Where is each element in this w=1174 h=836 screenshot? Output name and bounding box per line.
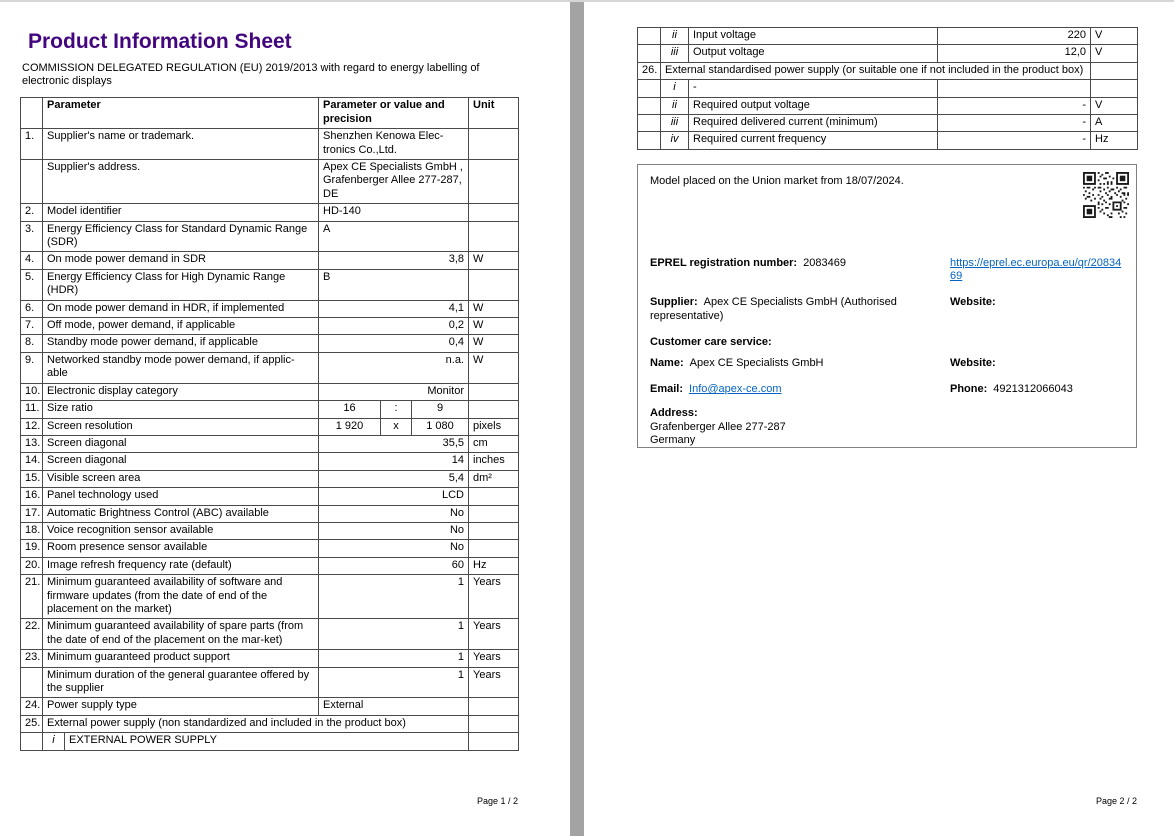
cell-parameter: Size ratio	[43, 401, 319, 418]
cell-parameter: Supplier's name or trademark.	[43, 129, 319, 160]
table-row	[21, 269, 519, 300]
cell-number: 6.	[21, 300, 43, 317]
cell-unit	[469, 522, 519, 539]
cell-unit	[469, 698, 519, 715]
cell-parameter-span: External power supply (non standardized and included in the product box)	[43, 715, 469, 732]
cell-number: 8.	[21, 335, 43, 352]
cell-parameter: Output voltage	[689, 45, 938, 62]
resolution-height: 1 080	[426, 419, 454, 432]
table-row	[21, 733, 519, 750]
header-value: Parameter or value and precision	[319, 98, 469, 129]
cell-parameter: Minimum guaranteed availability of software and firmware updates (from the date of end of the placement on the market)	[43, 575, 319, 619]
page-1	[0, 2, 570, 836]
cell-parameter: Networked standby mode power demand, if applic-able	[43, 352, 319, 383]
cell-number: 5.	[21, 269, 43, 300]
cell-number: 24.	[21, 698, 43, 715]
cell-number: 15.	[21, 470, 43, 487]
power-supply-table	[637, 27, 1138, 150]
cell-unit: Years	[469, 650, 519, 667]
table-row	[21, 540, 519, 557]
cell-unit	[469, 269, 519, 300]
cell-number	[638, 115, 661, 132]
cell-subitem-row	[43, 733, 469, 750]
cell-value: External	[319, 698, 469, 715]
cell-unit	[469, 221, 519, 252]
cell-unit: Hz	[1091, 132, 1138, 149]
cell-parameter: Minimum guaranteed availability of spare parts (from the date of end of the placement on the mar-ket)	[43, 619, 319, 650]
cell-value: 12,0	[938, 45, 1091, 62]
cell-unit: dm²	[469, 470, 519, 487]
cell-parameter: Screen diagonal	[43, 453, 319, 470]
supplier-label: Supplier:	[650, 296, 698, 309]
cell-unit: W	[469, 300, 519, 317]
cell-unit	[469, 204, 519, 221]
cell-number	[21, 160, 43, 204]
cell-parameter: Off mode, power demand, if applicable	[43, 318, 319, 335]
email-link[interactable]: Info@apex-ce.com	[689, 383, 782, 396]
cell-value: -	[938, 115, 1091, 132]
cell-number: 20.	[21, 557, 43, 574]
cell-value: No	[319, 540, 469, 557]
cell-unit	[469, 383, 519, 400]
cell-number	[21, 667, 43, 698]
cell-unit: V	[1091, 28, 1138, 45]
cell-parameter: Visible screen area	[43, 470, 319, 487]
cell-value: B	[319, 269, 469, 300]
table-row	[638, 80, 1138, 97]
cell-value: 35,5	[319, 435, 469, 452]
cell-value: LCD	[319, 488, 469, 505]
cell-unit	[469, 540, 519, 557]
cell-number: 9.	[21, 352, 43, 383]
cell-parameter: Screen diagonal	[43, 435, 319, 452]
cell-unit: A	[1091, 115, 1138, 132]
cell-value: 1	[319, 619, 469, 650]
cell-number: 1.	[21, 129, 43, 160]
table-row	[638, 45, 1138, 62]
cell-parameter: Image refresh frequency rate (default)	[43, 557, 319, 574]
table-row	[638, 62, 1138, 79]
cell-number	[638, 97, 661, 114]
cell-number: 26.	[638, 62, 661, 79]
cell-value: 1	[319, 667, 469, 698]
cell-unit: Years	[469, 667, 519, 698]
cell-value: 0,4	[319, 335, 469, 352]
table-row	[21, 160, 519, 204]
table-row	[21, 522, 519, 539]
cell-parameter: Energy Efficiency Class for High Dynamic Range (HDR)	[43, 269, 319, 300]
cell-unit	[469, 129, 519, 160]
cell-number	[638, 132, 661, 149]
cell-parameter: On mode power demand in HDR, if implemented	[43, 300, 319, 317]
table-row	[638, 115, 1138, 132]
cell-parameter: Required output voltage	[689, 97, 938, 114]
cell-parameter: Required delivered current (minimum)	[689, 115, 938, 132]
cell-parameter: Automatic Brightness Control (ABC) available	[43, 505, 319, 522]
cell-number: 17.	[21, 505, 43, 522]
table-row	[21, 575, 519, 619]
cell-parameter: Supplier's address.	[43, 160, 319, 204]
cell-value: 1	[319, 575, 469, 619]
cell-parameter: Screen resolution	[43, 418, 319, 435]
cell-unit	[1091, 62, 1138, 79]
cell-value: Shenzhen Kenowa Elec-tronics Co.,Ltd.	[319, 129, 469, 160]
cell-unit	[469, 715, 519, 732]
table-row	[21, 129, 519, 160]
table-row	[21, 453, 519, 470]
table-row	[21, 335, 519, 352]
supplier-name: Apex CE Specialists GmbH (Authorised representative)	[650, 296, 897, 322]
resolution-separator: x	[381, 419, 412, 435]
cell-number	[638, 80, 661, 97]
cell-number	[21, 733, 43, 750]
phone-value: 4921312066043	[993, 383, 1073, 396]
table-row	[21, 204, 519, 221]
table-row	[21, 488, 519, 505]
cell-number: 22.	[21, 619, 43, 650]
cell-unit: V	[1091, 45, 1138, 62]
cell-value	[938, 80, 1091, 97]
table-row	[21, 470, 519, 487]
table-row	[21, 698, 519, 715]
cell-parameter: Minimum guaranteed product support	[43, 650, 319, 667]
email-label: Email:	[650, 383, 684, 396]
eprel-label: EPREL registration number:	[650, 256, 798, 269]
cell-value: 0,2	[319, 318, 469, 335]
cell-unit	[469, 160, 519, 204]
cell-unit: inches	[469, 453, 519, 470]
cell-parameter: Energy Efficiency Class for Standard Dynamic Range (SDR)	[43, 221, 319, 252]
cell-number: 3.	[21, 221, 43, 252]
cell-value: 4,1	[319, 300, 469, 317]
address-label: Address:	[650, 406, 698, 419]
page-footer: Page 1 / 2	[476, 796, 518, 806]
website-label: Website:	[950, 296, 996, 309]
table-row	[21, 252, 519, 269]
cell-value: HD-140	[319, 204, 469, 221]
cell-unit: W	[469, 252, 519, 269]
cell-subitem: ii	[661, 97, 689, 114]
resolution-width: 1 920	[319, 419, 381, 435]
cell-unit: W	[469, 318, 519, 335]
cell-unit: W	[469, 352, 519, 383]
page-footer: Page 2 / 2	[1095, 796, 1137, 806]
compliance-info-box	[637, 164, 1137, 448]
product-parameters-table	[20, 97, 519, 750]
cell-value: 14	[319, 453, 469, 470]
cell-value: n.a.	[319, 352, 469, 383]
table-row	[21, 619, 519, 650]
cell-parameter: Electronic display category	[43, 383, 319, 400]
phone-label: Phone:	[950, 383, 988, 396]
cell-unit	[469, 488, 519, 505]
market-placement-text: Model placed on the Union market from 18/07/2024.	[650, 174, 904, 187]
table-row	[21, 435, 519, 452]
subitem-label: EXTERNAL POWER SUPPLY	[69, 734, 217, 747]
cell-value: 1	[319, 650, 469, 667]
cell-value: 60	[319, 557, 469, 574]
cell-unit: V	[1091, 97, 1138, 114]
table-row	[638, 132, 1138, 149]
cell-unit: cm	[469, 435, 519, 452]
customer-care-heading: Customer care service:	[650, 335, 772, 348]
cell-number: 21.	[21, 575, 43, 619]
cell-value: 3,8	[319, 252, 469, 269]
cell-unit	[469, 401, 519, 418]
cell-value: 5,4	[319, 470, 469, 487]
cell-value-split	[319, 418, 469, 435]
header-number	[21, 98, 43, 129]
table-row	[21, 715, 519, 732]
table-row	[21, 418, 519, 435]
cell-parameter: Voice recognition sensor available	[43, 522, 319, 539]
name-value: Apex CE Specialists GmbH	[689, 357, 824, 370]
page-2	[584, 2, 1174, 836]
cell-value: No	[319, 522, 469, 539]
ratio-width: 16	[319, 401, 381, 417]
table-row	[21, 667, 519, 698]
cell-unit	[1091, 80, 1138, 97]
cell-number: 2.	[21, 204, 43, 221]
cell-parameter: Standby mode power demand, if applicable	[43, 335, 319, 352]
table-row	[21, 318, 519, 335]
cell-subitem: iii	[661, 115, 689, 132]
cell-parameter: Model identifier	[43, 204, 319, 221]
table-header-row	[21, 98, 519, 129]
cell-value: No	[319, 505, 469, 522]
regulation-subtitle: COMMISSION DELEGATED REGULATION (EU) 2019/2013 with regard to energy labelling of electronic displays	[22, 62, 480, 88]
cell-number: 7.	[21, 318, 43, 335]
cell-value: A	[319, 221, 469, 252]
cell-parameter: Minimum duration of the general guarantee offered by the supplier	[43, 667, 319, 698]
table-row	[21, 383, 519, 400]
name-label: Name:	[650, 357, 684, 370]
cell-unit	[469, 505, 519, 522]
table-row	[21, 557, 519, 574]
eprel-number: 2083469	[803, 256, 846, 269]
ratio-height: 9	[436, 402, 444, 415]
cell-unit	[469, 733, 519, 750]
cell-number: 14.	[21, 453, 43, 470]
header-parameter: Parameter	[43, 98, 319, 129]
cell-subitem: ii	[661, 28, 689, 45]
cell-value-split	[319, 401, 469, 418]
cell-number	[638, 45, 661, 62]
table-row	[638, 28, 1138, 45]
cell-number: 18.	[21, 522, 43, 539]
cell-parameter: Required current frequency	[689, 132, 938, 149]
cell-number: 11.	[21, 401, 43, 418]
cell-value: Apex CE Specialists GmbH , Grafenberger Allee 277-287, DE	[319, 160, 469, 204]
cell-unit: pixels	[469, 418, 519, 435]
table-row	[21, 300, 519, 317]
table-row	[21, 352, 519, 383]
cell-number: 19.	[21, 540, 43, 557]
qr-code	[1083, 172, 1129, 218]
cell-parameter: Panel technology used	[43, 488, 319, 505]
cell-unit: Years	[469, 619, 519, 650]
cell-parameter: Input voltage	[689, 28, 938, 45]
table-row	[21, 505, 519, 522]
cell-number: 16.	[21, 488, 43, 505]
cell-parameter: -	[689, 80, 938, 97]
table-row	[21, 401, 519, 418]
cell-subitem: iii	[661, 45, 689, 62]
cell-subitem: iv	[661, 132, 689, 149]
cell-subitem: i	[661, 80, 689, 97]
address-line-2: Germany	[650, 434, 696, 447]
table-row	[21, 650, 519, 667]
cell-number: 10.	[21, 383, 43, 400]
cell-parameter-span: External standardised power supply (or suitable one if not included in the product box)	[661, 62, 1091, 79]
website-label-2: Website:	[950, 357, 996, 370]
cell-number: 12.	[21, 418, 43, 435]
page-divider	[570, 2, 584, 836]
page-title: Product Information Sheet	[28, 30, 292, 53]
subitem-index: i	[43, 733, 65, 749]
cell-value: -	[938, 97, 1091, 114]
cell-value: -	[938, 132, 1091, 149]
cell-number: 13.	[21, 435, 43, 452]
table-row	[638, 97, 1138, 114]
header-unit: Unit	[469, 98, 519, 129]
cell-number: 4.	[21, 252, 43, 269]
cell-number: 25.	[21, 715, 43, 732]
cell-unit: Years	[469, 575, 519, 619]
cell-value: 220	[938, 28, 1091, 45]
cell-unit: Hz	[469, 557, 519, 574]
cell-parameter: Power supply type	[43, 698, 319, 715]
table-row	[21, 221, 519, 252]
eprel-link[interactable]: https://eprel.ec.europa.eu/qr/2083469	[950, 256, 1122, 283]
cell-parameter: On mode power demand in SDR	[43, 252, 319, 269]
cell-unit: W	[469, 335, 519, 352]
address-line-1: Grafenberger Allee 277-287	[650, 420, 786, 433]
cell-number: 23.	[21, 650, 43, 667]
cell-value: Monitor	[319, 383, 469, 400]
ratio-separator: :	[381, 401, 412, 417]
cell-number	[638, 28, 661, 45]
cell-parameter: Room presence sensor available	[43, 540, 319, 557]
